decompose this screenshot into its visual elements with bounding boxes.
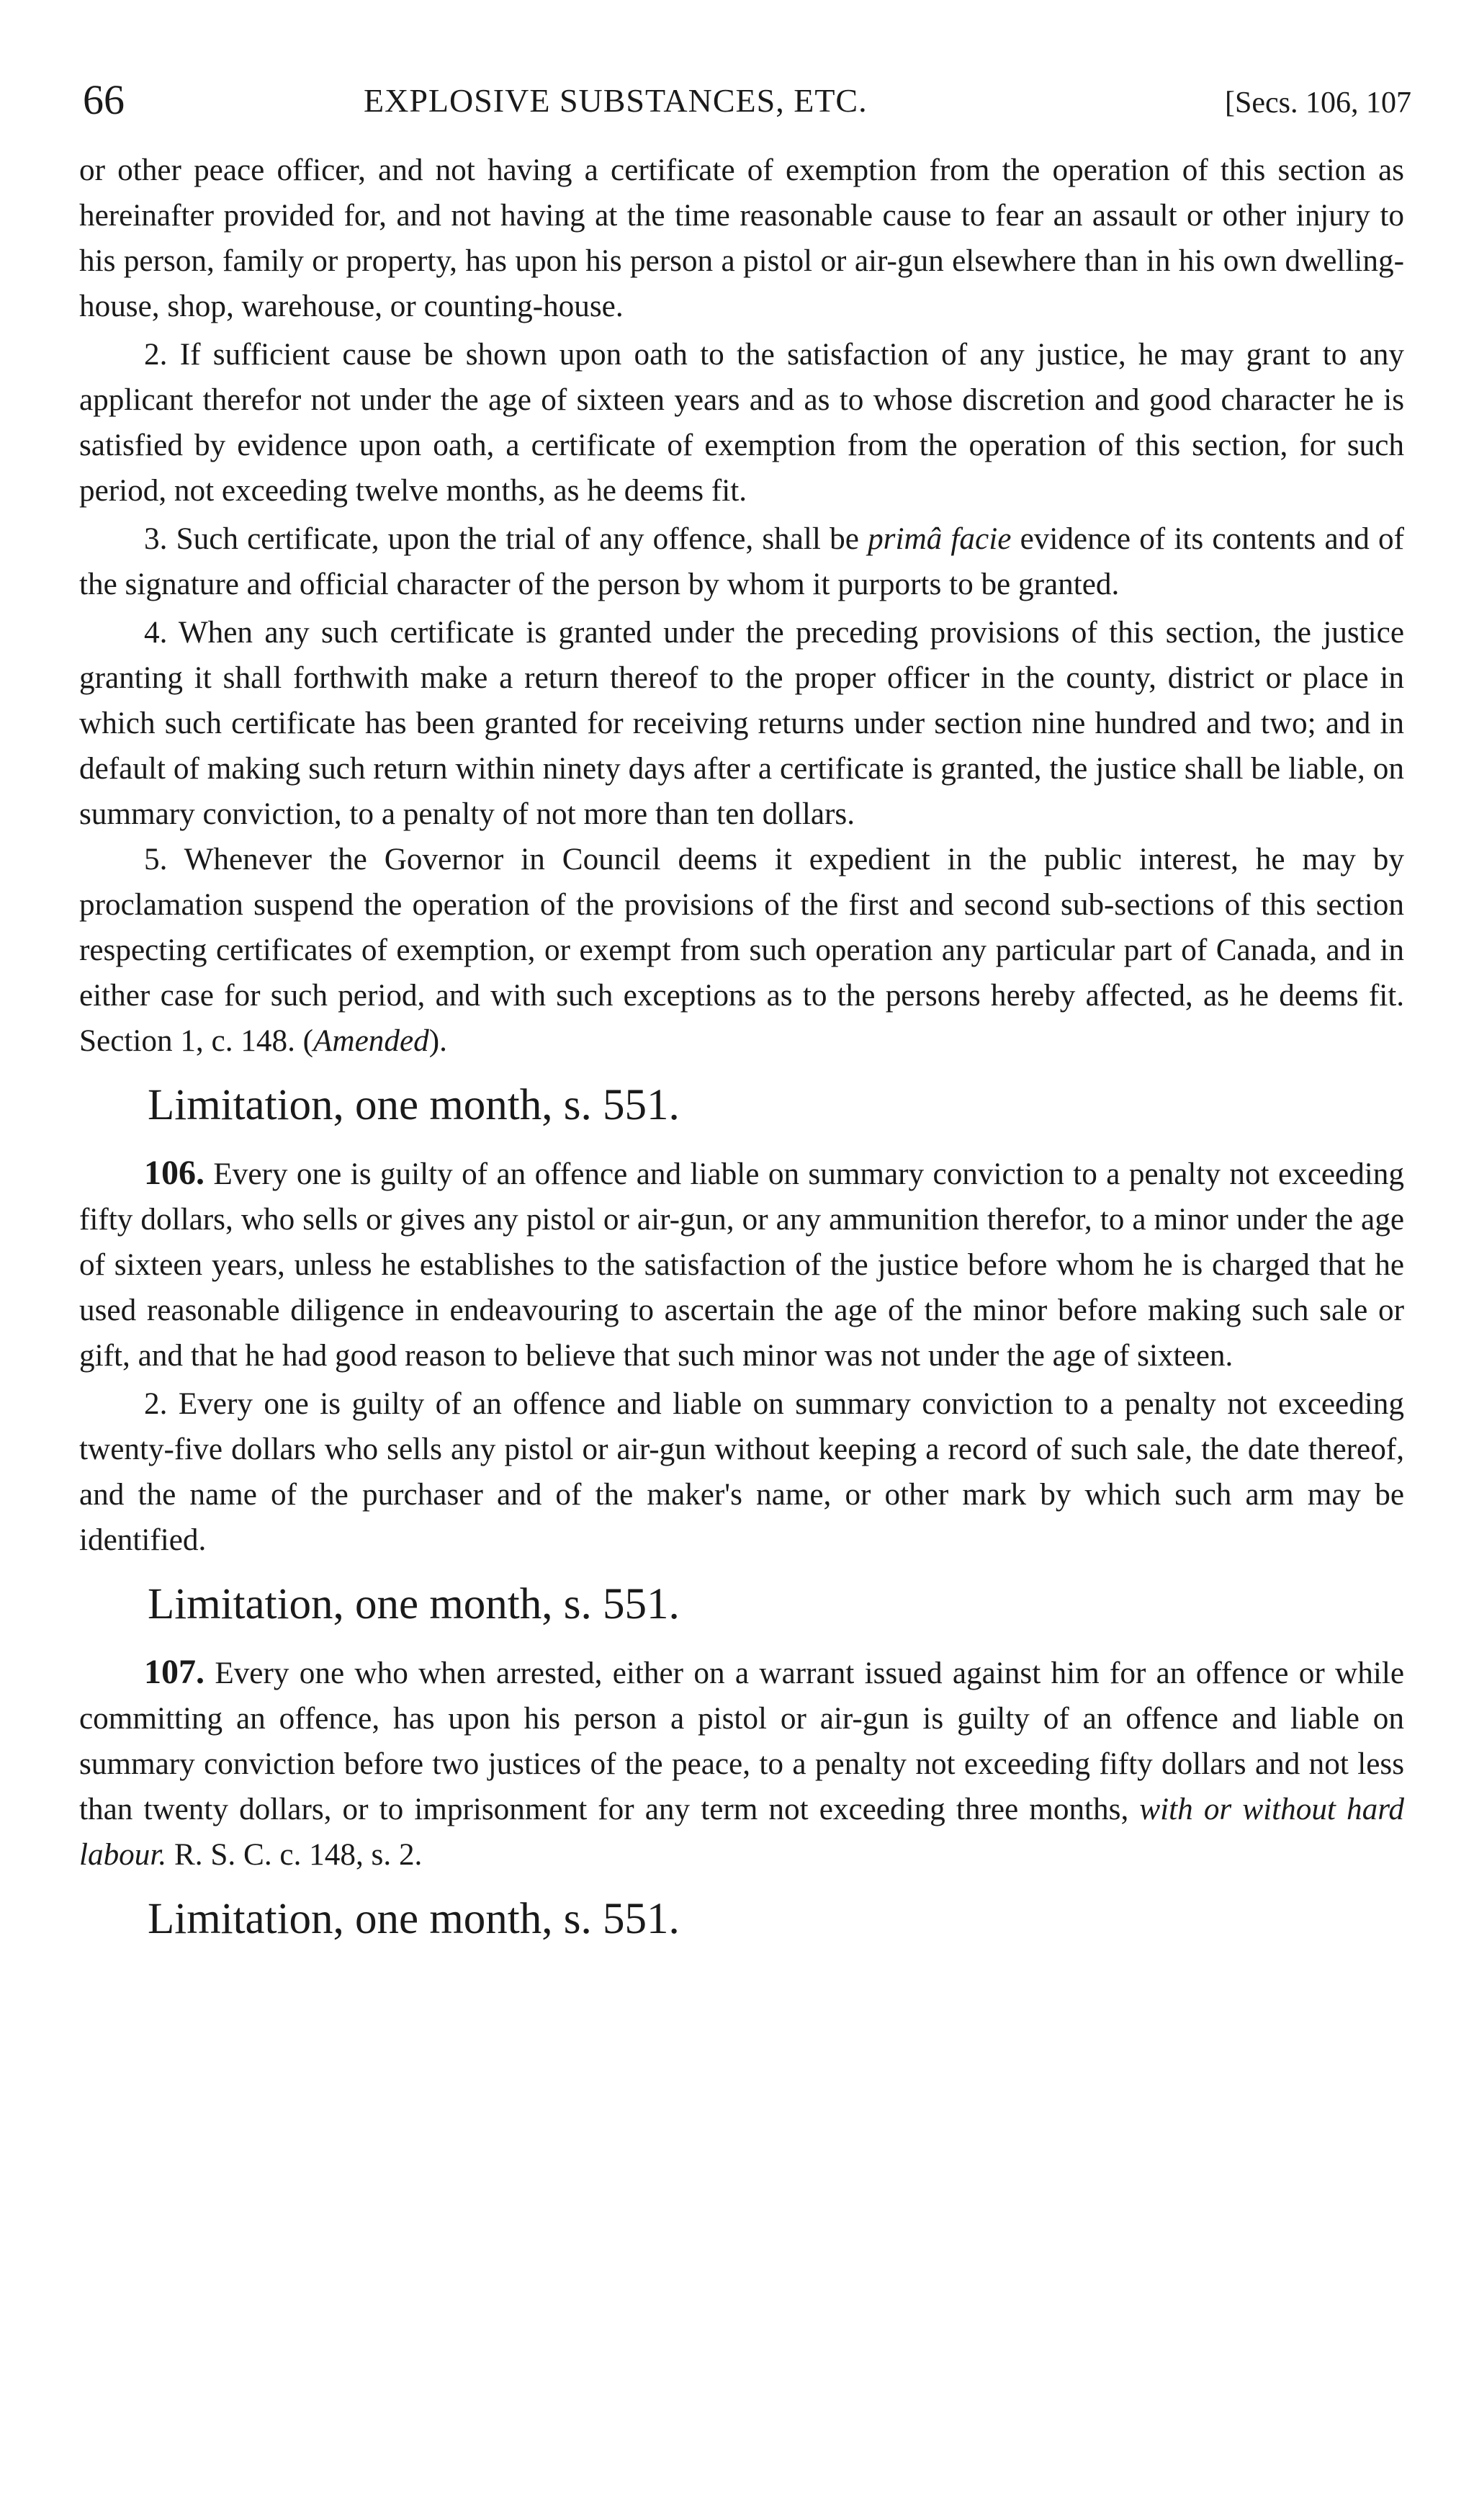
subsection-5 <box>79 837 1404 1064</box>
section-107-text: Every one who when arrested, either on a warrant issued against him for an offence or while committing an offence, has upon his person a pistol or air-gun is guilty of an offence and liable on summary conviction before two justices of the peace, to a penalty not exceeding fifty dollars and not less than twenty dollars, or to imprisonment for any term not exceeding three months, <box>79 1656 1404 1826</box>
sections-reference: [Secs. 106, 107 <box>1225 86 1411 120</box>
subsection-3-text: 3. Such certificate, upon the trial of any offence, shall be <box>144 522 868 556</box>
section-107-citation: R. S. C. c. 148, s. 2. <box>166 1838 423 1872</box>
section-106-text: Every one is guilty of an offence and liable on summary conviction to a penalty not exceeding fifty dollars, who sells or gives any pistol or air-gun, or any ammunition therefor, to a minor under the age of sixteen years, unless he establishes to the satisfaction of the justice before whom he is charged that he used reasonable diligence in endeavouring to ascertain the age of the minor before making such sale or gift, and that he had good reason to believe that such minor was not under the age of sixteen. <box>79 1157 1404 1373</box>
section-106-subsection-2: 2. Every one is guilty of an offence and liable on summary conviction to a penalty not exceeding twenty-five dollars who sells any pistol or air-gun without keeping a record of such sale, the date thereof, and the name of the purchaser and of the maker's name, or other mark by which such arm may be identified. <box>79 1387 1404 1557</box>
page-number: 66 <box>83 76 125 123</box>
page-header <box>79 68 1411 148</box>
subsection-4: 4. When any such certificate is granted under the preceding provisions of this section, the justice granting it shall forthwith make a return thereof to the proper officer in the county, district or place in which such certificate has been granted for receiving returns under section nine hundred and two; and in default of making such return within ninety days after a certificate is granted, the justice shall be liable, on summary conviction, to a penalty of not more than ten dollars. <box>79 616 1404 831</box>
subsection-2: 2. If sufficient cause be shown upon oath to the satisfaction of any justice, he may grant to any applicant therefor not under the age of sixteen years and as to whose discretion and good character he is satisfied by evidence upon oath, a certificate of exemption from the operation of this section, for such period, not exceeding twelve months, as he deems fit. <box>79 338 1404 508</box>
prima-facie-italic: primâ facie <box>868 522 1012 556</box>
limitation-note-2: Limitation, one month, s. 551. <box>148 1580 680 1628</box>
subsection-3 <box>79 516 1404 607</box>
running-title: EXPLOSIVE SUBSTANCES, ETC. <box>364 82 868 119</box>
paragraph-continuation: or other peace officer, and not having a certificate of exemption from the operation of this section as hereinafter provided for, and not having at the time reasonable cause to fear an assault or other injury to his person, family or property, has upon his person a pistol or air-gun elsewhere than in his own dwelling-house, shop, warehouse, or counting-house. <box>79 153 1404 323</box>
limitation-note-1: Limitation, one month, s. 551. <box>148 1081 680 1129</box>
section-107-number: 107. <box>144 1653 205 1691</box>
section-106 <box>79 1150 1404 1378</box>
subsection-5-text: 5. Whenever the Governor in Council deems it expedient in the public interest, he may by proclamation suspend the operation of the provisions of the first and second sub-sections of this section respecting certificates of exemption, or exempt from such operation any particular part of Canada, and in either case for such period, and with such exceptions as to the persons hereby affected, as he deems fit. Section 1, c. 148. ( <box>79 843 1404 1058</box>
subsection-5-text-end: ). <box>428 1024 447 1058</box>
section-106-number: 106. <box>144 1154 205 1192</box>
hard-labour-italic: with or without hard labour. <box>79 1793 1404 1872</box>
subsection-3-text-end: evidence of its contents and of the signature and official character of the person by whom it purports to be granted. <box>79 522 1404 601</box>
limitation-note-3: Limitation, one month, s. 551. <box>148 1895 680 1943</box>
amended-italic: Amended <box>313 1024 429 1058</box>
page <box>79 68 1411 1964</box>
section-107 <box>79 1649 1404 1878</box>
